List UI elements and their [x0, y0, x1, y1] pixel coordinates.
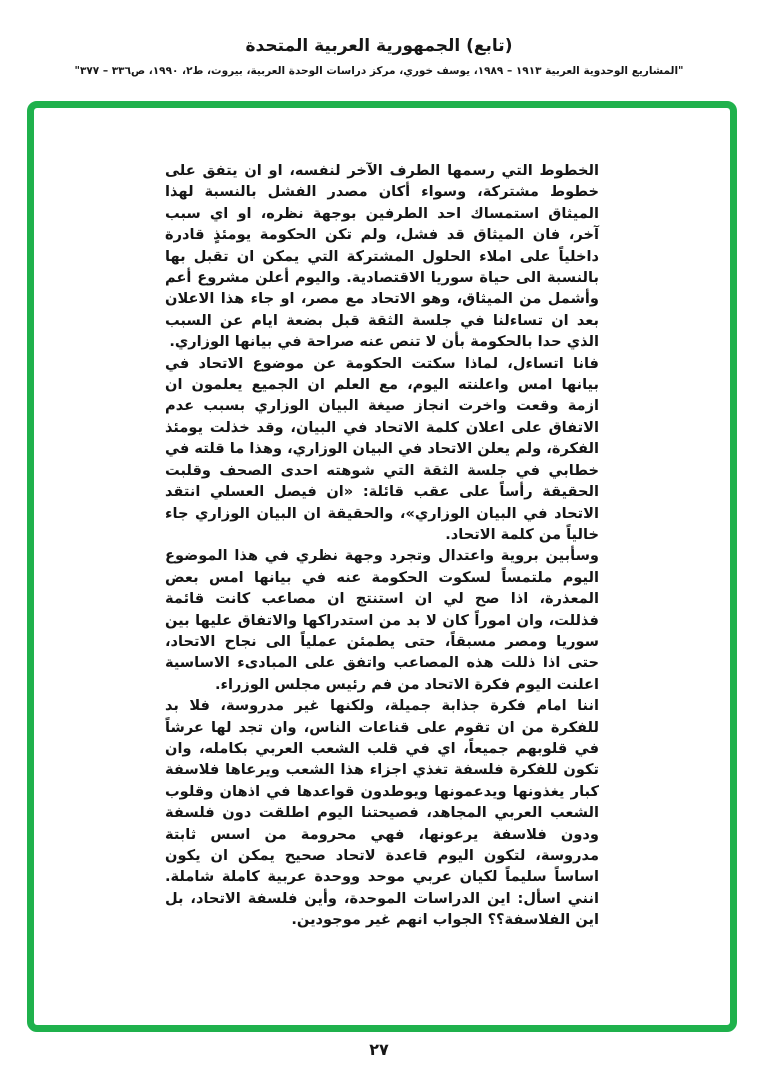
content-border-frame [27, 101, 737, 1032]
paragraph-1: الخطوط التي رسمها الطرف الآخر لنفسه، او ان يتفق على خطوط مشتركة، وسواء أكان مصدر الفشل بالنسبة لهذا الميثاق استمساك احد الطرفين بوجهة نظره، او اي سبب آخر، فان الميثاق قد فشل، ولم تكن الحكومة يومئذٍ قادرة داخلياً على املاء الحلول المشتركة التي يمكن ان تقبل بها بالنسبة الى حياة سوريا الاقتصادية. واليوم أعلن مشروع أعم وأشمل من الميثاق، وهو الاتحاد مع مصر، او جاء هذا الاعلان بعد ان تساءلنا في جلسة الثقة قبل بضعة ايام عن السبب الذي حدا بالحكومة بأن لا تنص عنه صراحة في بيانها الوزاري. [165, 162, 599, 351]
paragraph-3: وسأبين بروية واعتدال وتجرد وجهة نظري في هذا الموضوع اليوم ملتمساً لسكوت الحكومة عنه في بيانها امس بعض المعذرة، اذا صح لي ان استنتج ان مصاعب كانت قائمة فذللت، وان اموراً كان لا بد من استدراكها والاتفاق عليها بين سوريا ومصر مسبقاً، حتى يطمئن عملياً الى نجاح الاتحاد، حتى اذا ذللت هذه المصاعب واتفق على المبادىء الاساسية اعلنت اليوم فكرة الاتحاد من فم رئيس مجلس الوزراء. [165, 547, 599, 693]
body-text [34, 108, 730, 1025]
page-title: (تابع) الجمهورية العربية المتحدة [245, 36, 513, 56]
paragraph-2: فانا اتساءل، لماذا سكتت الحكومة عن موضوع الاتحاد في بيانها امس واعلنته اليوم، مع العلم ان الجميع يعلمون ان ازمة وقعت واخرت انجاز صيغة البيان الوزاري بسبب عدم الاتفاق على اعلان كلمة الاتحاد في البيان، وقد خذلت يومئذ الفكرة، ولم يعلن الاتحاد في البيان الوزاري، وهذا ما قلته في خطابي في جلسة الثقة التي شوهته احدى الصحف وقلبت الحقيقة رأساً على عقب قائلة: «ان فيصل العسلي انتقد الاتحاد في البيان الوزاري»، والحقيقة ان البيان الوزاري جاء خالياً من كلمة الاتحاد. [165, 354, 599, 543]
page-number: ٢٧ [369, 1040, 389, 1059]
source-citation: "المشاريع الوحدوية العربية ١٩١٣ – ١٩٨٩، يوسف خوري، مركز دراسات الوحدة العربية، بيروت، ط٢، ١٩٩٠، ص٣٣٦ – ٣٧٧" [74, 65, 684, 77]
paragraph-4: اننا امام فكرة جذابة جميلة، ولكنها غير مدروسة، فلا بد للفكرة من ان تقوم على قناعات الناس، وان تجد لها عرشاً في قلوبهم جميعاً، اي في قلب الشعب العربي بكامله، وان تكون للفكرة فلسفة تغذي اجزاء هذا الشعب ويرعاها فلاسفة كبار يغذونها ويدعمونها ويوطدون قواعدها في اذهان وقلوب الشعب العربي المجاهد، فصيحتنا اليوم اطلقت دون فلسفة ودون فلاسفة يرعونها، فهي محرومة من اسس ثابتة مدروسة، لتكون اليوم قاعدة لاتحاد صحيح يمكن ان يكون اساساً سليماً لكيان عربي موحد ووحدة عربية كاملة شاملة. انني اسأل: اين الدراسات الموحدة، وأين فلسفة الاتحاد، بل اين الفلاسفة؟؟ الجواب انهم غير موجودين. [165, 697, 599, 929]
